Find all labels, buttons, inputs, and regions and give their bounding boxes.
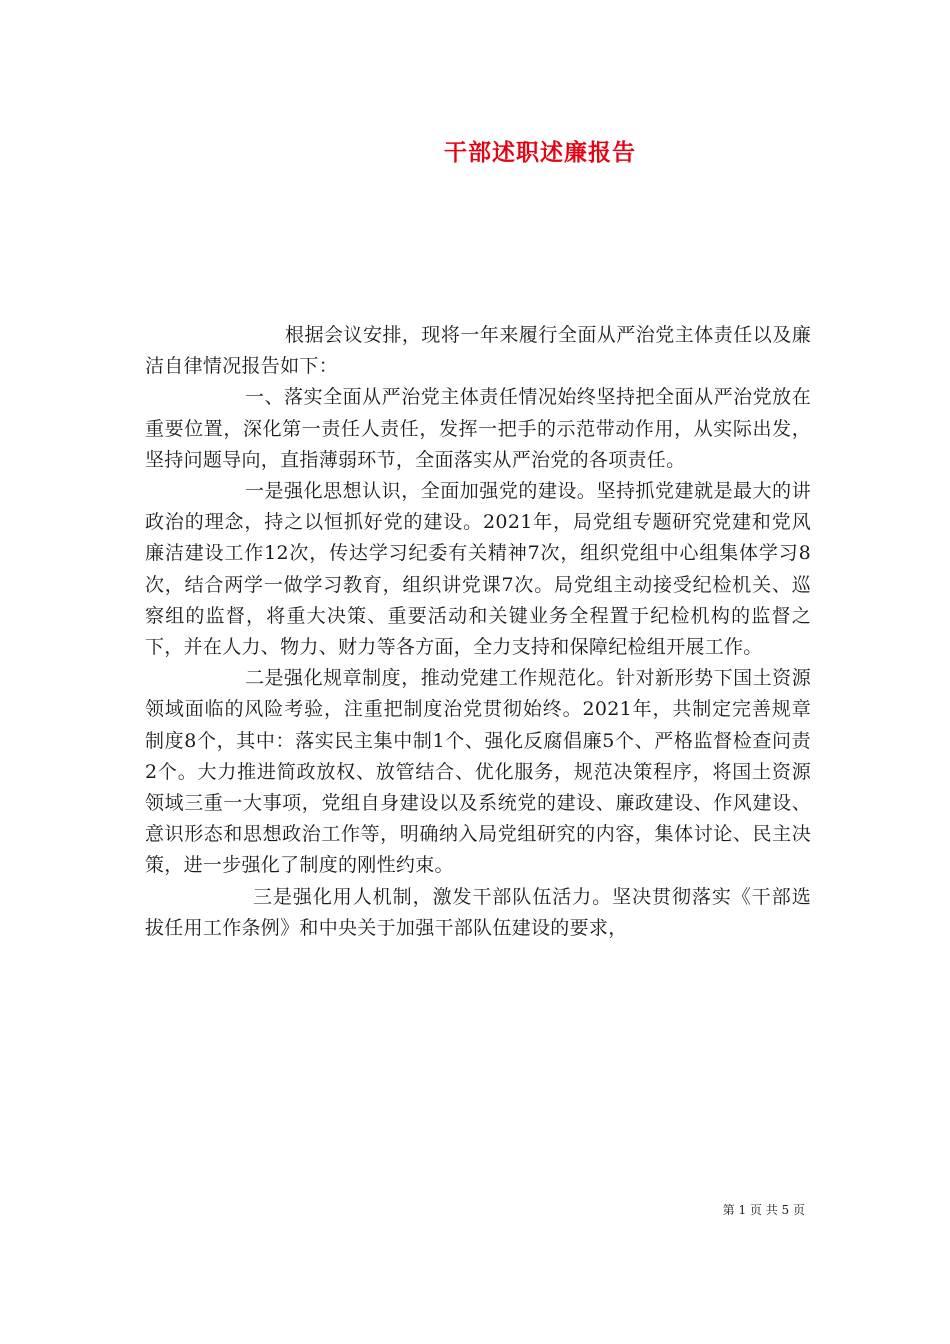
paragraph-point-two: 二是强化规章制度，推动党建工作规范化。针对新形势下国土资源领域面临的风险考验，注重把制度治党贯彻始终。2021年，共制定完善规章制度8个，其中：落实民主集中制1个、强化反腐倡廉5个、严格监督检查问责2个。大力推进简政放权、放管结合、优化服务，规范决策程序，将国土资源领域三重一大事项，党组自身建设以及系统党的建设、廉政建设、作风建设、意识形态和思想政治工作等，明确纳入局党组研究的内容，集体讨论、民主决策，进一步强化了制度的刚性约束。	[145, 667, 811, 877]
document-body	[145, 320, 811, 944]
document-title: 干部述职述廉报告	[444, 139, 636, 166]
paragraph-section-one: 一、落实全面从严治党主体责任情况始终坚持把全面从严治党放在重要位置，深化第一责任人责任，发挥一把手的示范带动作用，从实际出发，坚持问题导向，直指薄弱环节，全面落实从严治党的各项责任。	[145, 386, 811, 471]
paragraph-point-three: 三是强化用人机制，激发干部队伍活力。坚决贯彻落实《干部选拔任用工作条例》和中央关于加强干部队伍建设的要求，	[145, 885, 811, 939]
page-footer: 第 1 页 共 5 页	[722, 1203, 805, 1217]
paragraph-intro: 根据会议安排，现将一年来履行全面从严治党主体责任以及廉洁自律情况报告如下：	[145, 324, 811, 378]
paragraph-point-one: 一是强化思想认识，全面加强党的建设。坚持抓党建就是最大的讲政治的理念，持之以恒抓好党的建设。2021年，局党组专题研究党建和党风廉洁建设工作12次，传达学习纪委有关精神7次，组织党组中心组集体学习8次，结合两学一做学习教育，组织讲党课7次。局党组主动接受纪检机关、巡察组的监督，将重大决策、重要活动和关键业务全程置于纪检机构的监督之下，并在人力、物力、财力等各方面，全力支持和保障纪检组开展工作。	[145, 480, 811, 659]
